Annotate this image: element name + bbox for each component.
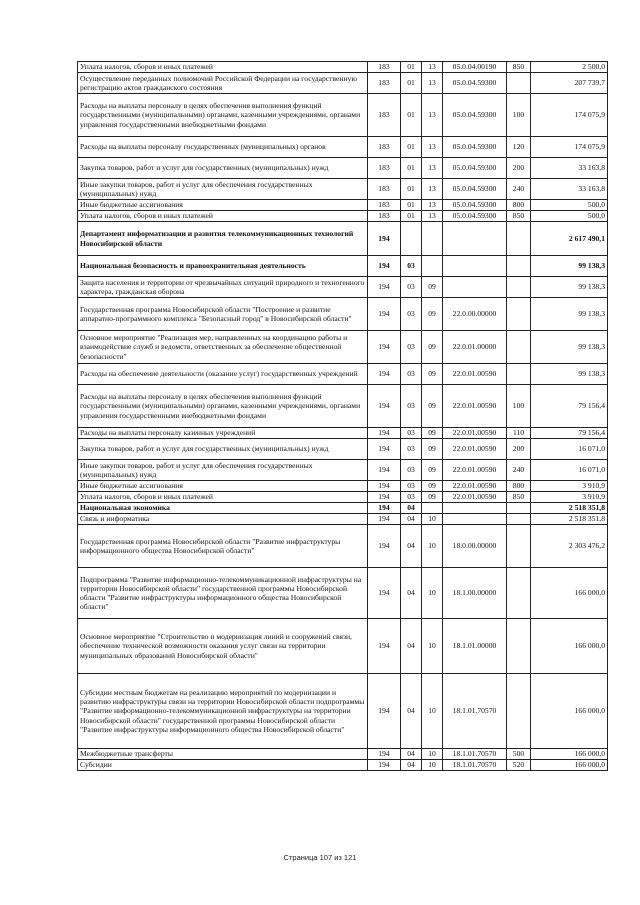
- target-article-cell: 22.0.01.00590: [443, 460, 507, 481]
- section-code-cell: 04: [401, 514, 422, 525]
- table-row: [78, 503, 608, 514]
- subsection-code-cell: 09: [422, 481, 443, 492]
- ved-code-cell: 194: [368, 364, 401, 385]
- amount-cell: 166 000,0: [531, 749, 608, 760]
- ved-code-cell: 194: [368, 525, 401, 568]
- subsection-code-cell: 13: [422, 62, 443, 73]
- section-code-cell: 01: [401, 179, 422, 200]
- row-name-cell: Основное мероприятие "Строительство и модернизация линий и сооружений связи, обеспечение технической возможности оказания услуг связи на территории муниципальных образований Новосибирской области": [78, 619, 368, 674]
- target-article-cell: 22.0.01.00590: [443, 428, 507, 439]
- target-article-cell: [443, 256, 507, 277]
- amount-cell: 3 910,9: [531, 492, 608, 503]
- subsection-code-cell: 09: [422, 385, 443, 428]
- row-name-cell: Закупка товаров, работ и услуг для государственных (муниципальных) нужд: [78, 439, 368, 460]
- row-name-cell: Иные бюджетные ассигнования: [78, 200, 368, 211]
- target-article-cell: 18.1.01.70570: [443, 760, 507, 771]
- subsection-code-cell: 13: [422, 137, 443, 158]
- expense-type-cell: 850: [507, 492, 531, 503]
- subsection-code-cell: 13: [422, 158, 443, 179]
- target-article-cell: 05.0.04.59300: [443, 179, 507, 200]
- ved-code-cell: 194: [368, 460, 401, 481]
- target-article-cell: 05.0.04.59300: [443, 200, 507, 211]
- expense-type-cell: 200: [507, 158, 531, 179]
- amount-cell: 2 303 476,2: [531, 525, 608, 568]
- amount-cell: 2 617 490,1: [531, 222, 608, 256]
- table-row: [78, 94, 608, 137]
- table-row: [78, 137, 608, 158]
- row-name-cell: Расходы на выплаты персоналу в целях обеспечения выполнения функций государственными (муниципальными) органами, казенными учреждениями, органами управления государственными внебюджетными фондами: [78, 94, 368, 137]
- amount-cell: 500,0: [531, 211, 608, 222]
- expense-type-cell: [507, 222, 531, 256]
- expense-type-cell: 100: [507, 94, 531, 137]
- ved-code-cell: 194: [368, 749, 401, 760]
- expense-type-cell: [507, 514, 531, 525]
- subsection-code-cell: [422, 222, 443, 256]
- target-article-cell: 05.0.04.00190: [443, 62, 507, 73]
- amount-cell: 99 138,3: [531, 364, 608, 385]
- row-name-cell: Иные бюджетные ассигнования: [78, 481, 368, 492]
- section-code-cell: 03: [401, 481, 422, 492]
- target-article-cell: 22.0.01.00590: [443, 492, 507, 503]
- table-row: [78, 460, 608, 481]
- row-name-cell: Расходы на выплаты персоналу государственных (муниципальных) органов: [78, 137, 368, 158]
- target-article-cell: 22.0.01.00590: [443, 364, 507, 385]
- row-name-cell: Уплата налогов, сборов и иных платежей: [78, 211, 368, 222]
- section-code-cell: 04: [401, 760, 422, 771]
- expense-type-cell: [507, 277, 531, 298]
- expense-type-cell: 200: [507, 439, 531, 460]
- section-code-cell: 04: [401, 568, 422, 619]
- amount-cell: 16 071,0: [531, 460, 608, 481]
- section-code-cell: 03: [401, 385, 422, 428]
- target-article-cell: [443, 222, 507, 256]
- section-code-cell: 04: [401, 674, 422, 749]
- ved-code-cell: 183: [368, 73, 401, 94]
- amount-cell: 2 518 351,8: [531, 503, 608, 514]
- ved-code-cell: 194: [368, 298, 401, 331]
- expense-type-cell: [507, 364, 531, 385]
- expense-type-cell: [507, 568, 531, 619]
- section-code-cell: 01: [401, 94, 422, 137]
- section-code-cell: 03: [401, 298, 422, 331]
- row-name-cell: Уплата налогов, сборов и иных платежей: [78, 492, 368, 503]
- table-row: [78, 428, 608, 439]
- table-row: [78, 62, 608, 73]
- table-row: [78, 439, 608, 460]
- target-article-cell: [443, 277, 507, 298]
- subsection-code-cell: 13: [422, 73, 443, 94]
- row-name-cell: Иные закупки товаров, работ и услуг для обеспечения государственных (муниципальных) нужд: [78, 179, 368, 200]
- target-article-cell: 18.1.01.00000: [443, 619, 507, 674]
- table-row: [78, 200, 608, 211]
- row-name-cell: Национальная безопасность и правоохранительная деятельность: [78, 256, 368, 277]
- target-article-cell: [443, 503, 507, 514]
- amount-cell: 166 000,0: [531, 568, 608, 619]
- row-name-cell: Защита населения и территории от чрезвычайных ситуаций природного и техногенного характера, гражданская оборона: [78, 277, 368, 298]
- section-code-cell: 03: [401, 460, 422, 481]
- section-code-cell: 03: [401, 256, 422, 277]
- row-name-cell: Иные закупки товаров, работ и услуг для обеспечения государственных (муниципальных) нужд: [78, 460, 368, 481]
- expense-type-cell: 800: [507, 481, 531, 492]
- budget-table: [77, 61, 608, 771]
- subsection-code-cell: 09: [422, 439, 443, 460]
- row-name-cell: Расходы на обеспечение деятельности (оказание услуг) государственных учреждений: [78, 364, 368, 385]
- table-row: [78, 298, 608, 331]
- subsection-code-cell: 13: [422, 179, 443, 200]
- table-row: [78, 364, 608, 385]
- table-row: [78, 277, 608, 298]
- expense-type-cell: [507, 73, 531, 94]
- table-row: [78, 760, 608, 771]
- row-name-cell: Подпрограмма "Развитие информационно-телекоммуникационной инфраструктуры на территории Новосибирской области" государственной программы Новосибирской области "Развитие инфраструктуры информационного общества Новосибирской области": [78, 568, 368, 619]
- ved-code-cell: 183: [368, 137, 401, 158]
- expense-type-cell: 520: [507, 760, 531, 771]
- target-article-cell: 18.0.00.00000: [443, 525, 507, 568]
- target-article-cell: 22.0.01.00590: [443, 481, 507, 492]
- ved-code-cell: 194: [368, 760, 401, 771]
- row-name-cell: Субсидии местным бюджетам на реализацию мероприятий по модернизации и развитию инфраструктуры связи на территории Новосибирской области подпрограммы "Развитие информационно-телекоммуникационной инфраструктуры на территории Новосибирской области" государственной программы Новосибирской области "Развитие инфраструктуры информационного общества Новосибирской области": [78, 674, 368, 749]
- ved-code-cell: 183: [368, 179, 401, 200]
- ved-code-cell: 194: [368, 256, 401, 277]
- expense-type-cell: 100: [507, 385, 531, 428]
- amount-cell: 207 739,7: [531, 73, 608, 94]
- table-row: [78, 514, 608, 525]
- section-code-cell: 01: [401, 211, 422, 222]
- amount-cell: 33 163,8: [531, 158, 608, 179]
- subsection-code-cell: 09: [422, 298, 443, 331]
- section-code-cell: 01: [401, 137, 422, 158]
- expense-type-cell: 110: [507, 428, 531, 439]
- row-name-cell: Государственная программа Новосибирской области "Развитие инфраструктуры информационного общества Новосибирской области": [78, 525, 368, 568]
- table-row: [78, 256, 608, 277]
- section-code-cell: 01: [401, 62, 422, 73]
- subsection-code-cell: 13: [422, 94, 443, 137]
- table-row: [78, 211, 608, 222]
- ved-code-cell: 194: [368, 385, 401, 428]
- ved-code-cell: 194: [368, 492, 401, 503]
- expense-type-cell: [507, 503, 531, 514]
- row-name-cell: Департамент информатизации и развития телекоммуникационных технологий Новосибирской области: [78, 222, 368, 256]
- section-code-cell: 04: [401, 525, 422, 568]
- row-name-cell: Расходы на выплаты персоналу казенных учреждений: [78, 428, 368, 439]
- amount-cell: 79 156,4: [531, 428, 608, 439]
- subsection-code-cell: 10: [422, 760, 443, 771]
- table-row: [78, 385, 608, 428]
- subsection-code-cell: 09: [422, 331, 443, 364]
- table-row: [78, 492, 608, 503]
- row-name-cell: Осуществление переданных полномочий Российской Федерации на государственную регистрацию актов гражданского состояния: [78, 73, 368, 94]
- amount-cell: 2 500,0: [531, 62, 608, 73]
- amount-cell: 500,0: [531, 200, 608, 211]
- target-article-cell: 18.1.01.70570: [443, 749, 507, 760]
- amount-cell: 166 000,0: [531, 674, 608, 749]
- table-row: [78, 73, 608, 94]
- subsection-code-cell: 10: [422, 568, 443, 619]
- section-code-cell: 04: [401, 619, 422, 674]
- amount-cell: 33 163,8: [531, 179, 608, 200]
- row-name-cell: Субсидии: [78, 760, 368, 771]
- section-code-cell: 03: [401, 277, 422, 298]
- subsection-code-cell: 09: [422, 277, 443, 298]
- target-article-cell: [443, 514, 507, 525]
- ved-code-cell: 194: [368, 514, 401, 525]
- subsection-code-cell: 10: [422, 749, 443, 760]
- amount-cell: 79 156,4: [531, 385, 608, 428]
- table-row: [78, 179, 608, 200]
- row-name-cell: Основное мероприятие "Реализация мер, направленных на координацию работы и взаимодействие служб и ведомств, ответственных за обеспечение общественной безопасности": [78, 331, 368, 364]
- table-row: [78, 525, 608, 568]
- expense-type-cell: [507, 525, 531, 568]
- target-article-cell: 22.0.01.00000: [443, 331, 507, 364]
- ved-code-cell: 183: [368, 211, 401, 222]
- table-row: [78, 158, 608, 179]
- expense-type-cell: 850: [507, 211, 531, 222]
- row-name-cell: Межбюджетные трансферты: [78, 749, 368, 760]
- table-row: [78, 674, 608, 749]
- table-row: [78, 331, 608, 364]
- expense-type-cell: 240: [507, 460, 531, 481]
- expense-type-cell: [507, 298, 531, 331]
- ved-code-cell: 194: [368, 428, 401, 439]
- section-code-cell: 03: [401, 439, 422, 460]
- section-code-cell: 01: [401, 73, 422, 94]
- expense-type-cell: [507, 674, 531, 749]
- ved-code-cell: 194: [368, 331, 401, 364]
- table-row: [78, 222, 608, 256]
- target-article-cell: 22.0.01.00590: [443, 385, 507, 428]
- expense-type-cell: [507, 331, 531, 364]
- target-article-cell: 22.0.00.00000: [443, 298, 507, 331]
- subsection-code-cell: 09: [422, 364, 443, 385]
- ved-code-cell: 194: [368, 674, 401, 749]
- subsection-code-cell: 10: [422, 619, 443, 674]
- ved-code-cell: 183: [368, 200, 401, 211]
- amount-cell: 174 075,9: [531, 137, 608, 158]
- table-row: [78, 568, 608, 619]
- section-code-cell: 01: [401, 200, 422, 211]
- section-code-cell: 04: [401, 503, 422, 514]
- subsection-code-cell: 10: [422, 674, 443, 749]
- amount-cell: 2 518 351,8: [531, 514, 608, 525]
- expense-type-cell: 240: [507, 179, 531, 200]
- target-article-cell: 05.0.04.59300: [443, 137, 507, 158]
- amount-cell: 99 138,3: [531, 277, 608, 298]
- subsection-code-cell: 09: [422, 428, 443, 439]
- row-name-cell: Связь и информатика: [78, 514, 368, 525]
- section-code-cell: 03: [401, 331, 422, 364]
- amount-cell: 16 071,0: [531, 439, 608, 460]
- ved-code-cell: 194: [368, 568, 401, 619]
- subsection-code-cell: [422, 503, 443, 514]
- target-article-cell: 18.1.00.00000: [443, 568, 507, 619]
- expense-type-cell: [507, 256, 531, 277]
- subsection-code-cell: 10: [422, 514, 443, 525]
- amount-cell: 166 000,0: [531, 760, 608, 771]
- table-body: [78, 62, 608, 771]
- target-article-cell: 22.0.01.00590: [443, 439, 507, 460]
- section-code-cell: 04: [401, 749, 422, 760]
- target-article-cell: 05.0.04.59300: [443, 211, 507, 222]
- amount-cell: 99 138,3: [531, 331, 608, 364]
- target-article-cell: 05.0.04.59300: [443, 94, 507, 137]
- expense-type-cell: 500: [507, 749, 531, 760]
- expense-type-cell: 850: [507, 62, 531, 73]
- subsection-code-cell: 10: [422, 525, 443, 568]
- section-code-cell: 03: [401, 428, 422, 439]
- subsection-code-cell: [422, 256, 443, 277]
- target-article-cell: 05.0.04.59300: [443, 158, 507, 179]
- ved-code-cell: 194: [368, 481, 401, 492]
- target-article-cell: 05.0.04.59300: [443, 73, 507, 94]
- ved-code-cell: 194: [368, 503, 401, 514]
- ved-code-cell: 194: [368, 619, 401, 674]
- ved-code-cell: 183: [368, 62, 401, 73]
- section-code-cell: 03: [401, 492, 422, 503]
- row-name-cell: Закупка товаров, работ и услуг для государственных (муниципальных) нужд: [78, 158, 368, 179]
- row-name-cell: Расходы на выплаты персоналу в целях обеспечения выполнения функций государственными (муниципальными) органами, казенными учреждениями, органами управления государственными внебюджетными фондами: [78, 385, 368, 428]
- ved-code-cell: 194: [368, 222, 401, 256]
- ved-code-cell: 194: [368, 439, 401, 460]
- section-code-cell: 03: [401, 364, 422, 385]
- table-row: [78, 749, 608, 760]
- subsection-code-cell: 13: [422, 211, 443, 222]
- subsection-code-cell: 13: [422, 200, 443, 211]
- row-name-cell: Уплата налогов, сборов и иных платежей: [78, 62, 368, 73]
- amount-cell: 3 910,9: [531, 481, 608, 492]
- page-number: Страница 107 из 121: [283, 853, 357, 862]
- ved-code-cell: 183: [368, 94, 401, 137]
- ved-code-cell: 183: [368, 158, 401, 179]
- amount-cell: 166 000,0: [531, 619, 608, 674]
- expense-type-cell: [507, 619, 531, 674]
- expense-type-cell: 800: [507, 200, 531, 211]
- table-row: [78, 619, 608, 674]
- row-name-cell: Государственная программа Новосибирской области "Построение и развитие аппаратно-программного комплекса "Безопасный город" в Новосибирской области": [78, 298, 368, 331]
- row-name-cell: Национальная экономика: [78, 503, 368, 514]
- expense-type-cell: 120: [507, 137, 531, 158]
- amount-cell: 99 138,3: [531, 256, 608, 277]
- section-code-cell: 01: [401, 158, 422, 179]
- amount-cell: 99 138,3: [531, 298, 608, 331]
- subsection-code-cell: 09: [422, 492, 443, 503]
- section-code-cell: [401, 222, 422, 256]
- table-row: [78, 481, 608, 492]
- target-article-cell: 18.1.01.70570: [443, 674, 507, 749]
- amount-cell: 174 075,9: [531, 94, 608, 137]
- ved-code-cell: 194: [368, 277, 401, 298]
- subsection-code-cell: 09: [422, 460, 443, 481]
